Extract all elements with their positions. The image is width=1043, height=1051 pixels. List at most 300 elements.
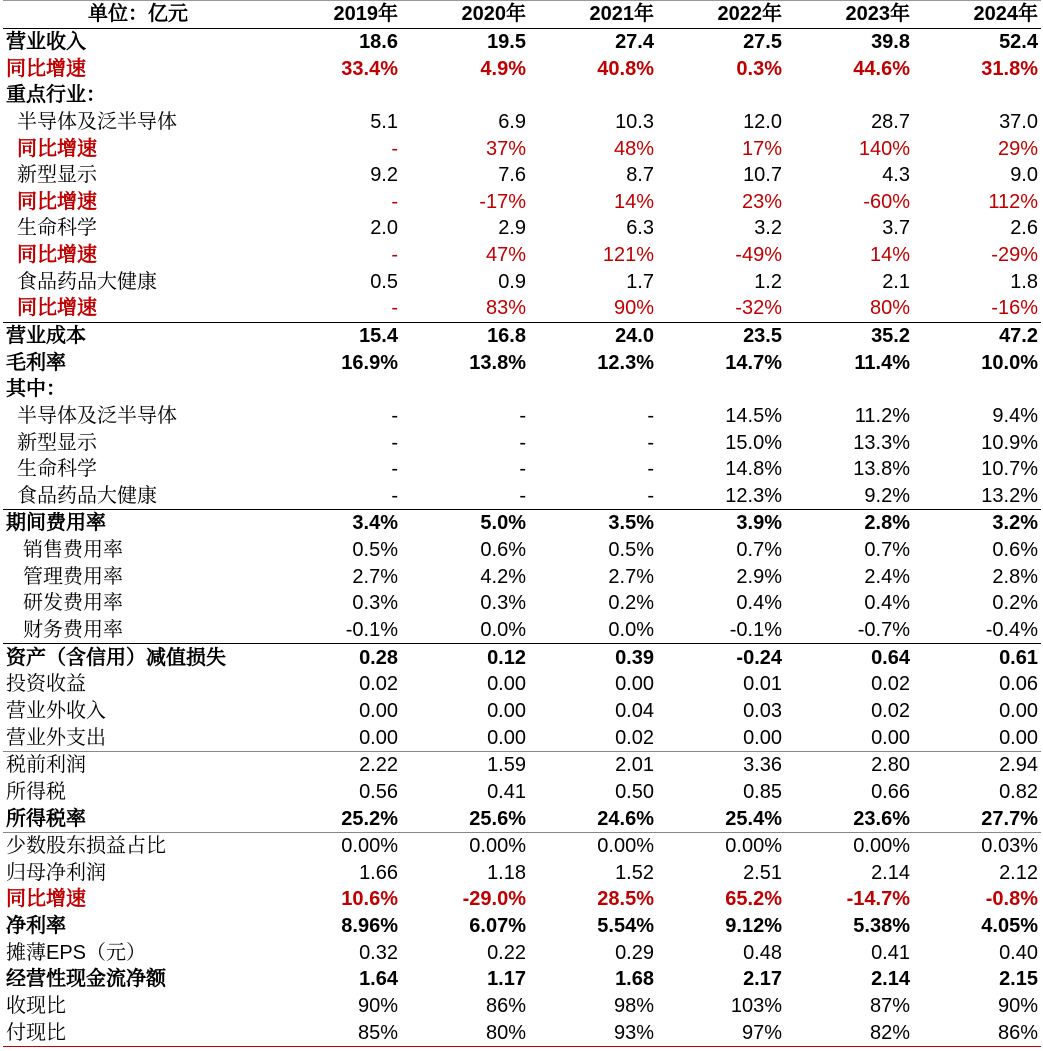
unit-label: 单位：亿元 bbox=[3, 1, 273, 29]
table-cell: 11.2% bbox=[854, 404, 910, 427]
row-label: 营业外收入 bbox=[6, 699, 106, 722]
table-cell: 80% bbox=[869, 297, 910, 320]
table-cell: 0.5% bbox=[608, 539, 654, 562]
table-cell: 2.51 bbox=[743, 861, 782, 884]
table-cell: 0.2% bbox=[608, 592, 654, 615]
table-cell: 0.00 bbox=[359, 726, 398, 749]
row-label: 同比增速 bbox=[6, 888, 86, 911]
table-cell: - bbox=[647, 458, 654, 481]
row-label: 财务费用率 bbox=[23, 619, 123, 642]
table-cell: 4.3 bbox=[882, 164, 910, 187]
financial-table bbox=[3, 0, 1041, 1047]
table-cell: 9.2 bbox=[370, 164, 398, 187]
table-cell: -16% bbox=[991, 297, 1038, 320]
table-row bbox=[3, 215, 1041, 242]
table-cell bbox=[913, 376, 1041, 403]
table-cell: 2.14 bbox=[871, 861, 910, 884]
table-cell: 0.85 bbox=[743, 780, 782, 803]
table-cell: -0.4% bbox=[985, 619, 1038, 642]
table-cell: -29.0% bbox=[462, 888, 526, 911]
table-cell: 0.00 bbox=[487, 699, 526, 722]
table-cell: 25.6% bbox=[469, 807, 526, 830]
table-cell: 65.2% bbox=[725, 888, 782, 911]
table-row bbox=[3, 109, 1041, 136]
table-row bbox=[3, 832, 1041, 859]
table-cell: 37% bbox=[485, 137, 526, 160]
table-cell: 39.8 bbox=[871, 30, 910, 53]
table-cell: 3.7 bbox=[882, 217, 910, 240]
table-cell: 6.9 bbox=[498, 110, 526, 133]
table-cell: 0.41 bbox=[487, 780, 526, 803]
table-cell: -14.7% bbox=[846, 888, 910, 911]
table-cell: 0.4% bbox=[864, 592, 910, 615]
row-label: 税前利润 bbox=[3, 751, 273, 778]
table-cell: -0.24 bbox=[657, 644, 785, 671]
year-header: 2023年 bbox=[785, 1, 913, 29]
table-cell: 1.66 bbox=[359, 861, 398, 884]
table-cell: 0.7% bbox=[736, 539, 782, 562]
table-cell: 5.0% bbox=[401, 510, 529, 537]
table-row bbox=[3, 295, 1041, 322]
row-label: 半导体及泛半导体 bbox=[17, 404, 177, 427]
table-cell: 0.0% bbox=[480, 619, 526, 642]
year-header: 2021年 bbox=[529, 1, 657, 29]
table-row bbox=[3, 563, 1041, 590]
table-cell bbox=[657, 376, 785, 403]
row-label: 营业成本 bbox=[3, 322, 273, 349]
table-cell: 0.39 bbox=[529, 644, 657, 671]
table-cell: 80% bbox=[401, 1019, 529, 1046]
table-cell: 8.7 bbox=[626, 164, 654, 187]
row-label: 摊薄EPS（元） bbox=[6, 941, 147, 964]
table-cell: 2.6 bbox=[1010, 217, 1038, 240]
table-cell: 0.00 bbox=[999, 699, 1038, 722]
table-cell: 5.54% bbox=[597, 915, 654, 938]
table-row bbox=[3, 376, 1041, 403]
table-cell: 2.9 bbox=[498, 217, 526, 240]
table-cell: 0.00 bbox=[615, 673, 654, 696]
table-cell: 0.9 bbox=[498, 270, 526, 293]
row-label: 同比增速 bbox=[17, 137, 97, 160]
table-cell: 1.68 bbox=[615, 968, 654, 991]
table-row bbox=[3, 860, 1041, 887]
table-cell: 9.12% bbox=[725, 915, 782, 938]
table-cell bbox=[529, 82, 657, 109]
table-row bbox=[3, 939, 1041, 966]
table-cell: 33.4% bbox=[341, 57, 398, 80]
table-cell: 2.12 bbox=[999, 861, 1038, 884]
table-row bbox=[3, 590, 1041, 617]
table-cell: - bbox=[391, 458, 398, 481]
table-row bbox=[3, 28, 1041, 55]
table-cell: 1.7 bbox=[626, 270, 654, 293]
table-cell: 0.02 bbox=[615, 726, 654, 749]
table-cell: 0.50 bbox=[615, 780, 654, 803]
row-label: 新型显示 bbox=[17, 164, 97, 187]
row-label: 生命科学 bbox=[17, 217, 97, 240]
table-cell: 9.0 bbox=[1010, 164, 1038, 187]
year-header: 2020年 bbox=[401, 1, 529, 29]
table-header-row bbox=[3, 1, 1041, 29]
table-cell: 12.3% bbox=[597, 351, 654, 374]
table-cell: 23.6% bbox=[853, 807, 910, 830]
table-cell: -0.1% bbox=[345, 619, 398, 642]
table-cell: 90% bbox=[613, 297, 654, 320]
row-label: 销售费用率 bbox=[23, 539, 123, 562]
table-cell: - bbox=[647, 484, 654, 507]
table-cell: 93% bbox=[529, 1019, 657, 1046]
table-row bbox=[3, 805, 1041, 832]
table-cell: 6.3 bbox=[626, 217, 654, 240]
table-cell: 7.6 bbox=[498, 164, 526, 187]
table-cell: 2.4% bbox=[864, 565, 910, 588]
table-cell: 37.0 bbox=[999, 110, 1038, 133]
table-cell: -29% bbox=[991, 244, 1038, 267]
row-label: 生命科学 bbox=[17, 458, 97, 481]
table-cell: 12.0 bbox=[743, 110, 782, 133]
table-cell: 0.6% bbox=[480, 539, 526, 562]
row-label: 收现比 bbox=[6, 995, 66, 1018]
table-row bbox=[3, 55, 1041, 82]
table-cell: 0.01 bbox=[743, 673, 782, 696]
table-cell bbox=[401, 82, 529, 109]
table-cell: 0.6% bbox=[992, 539, 1038, 562]
table-cell: 2.80 bbox=[785, 751, 913, 778]
table-cell bbox=[785, 376, 913, 403]
table-cell: 0.02 bbox=[871, 673, 910, 696]
table-cell: 24.6% bbox=[597, 807, 654, 830]
row-label: 半导体及泛半导体 bbox=[17, 110, 177, 133]
table-cell: 1.59 bbox=[401, 751, 529, 778]
table-cell: 27.7% bbox=[981, 807, 1038, 830]
table-cell: 85% bbox=[273, 1019, 401, 1046]
table-row bbox=[3, 135, 1041, 162]
table-cell: 140% bbox=[858, 137, 910, 160]
table-cell: 0.03 bbox=[743, 699, 782, 722]
table-cell: 14% bbox=[613, 190, 654, 213]
table-cell: 0.56 bbox=[359, 780, 398, 803]
table-cell bbox=[785, 82, 913, 109]
table-cell: 2.1 bbox=[882, 270, 910, 293]
table-cell: 0.29 bbox=[615, 941, 654, 964]
row-label: 经营性现金流净额 bbox=[6, 968, 166, 991]
row-label: 同比增速 bbox=[17, 190, 97, 213]
table-cell: - bbox=[391, 244, 398, 267]
row-label: 所得税率 bbox=[6, 807, 86, 830]
table-cell: 0.82 bbox=[999, 780, 1038, 803]
table-cell: 83% bbox=[485, 297, 526, 320]
table-cell: 0.00 bbox=[871, 726, 910, 749]
table-cell: 87% bbox=[869, 995, 910, 1018]
table-cell bbox=[657, 82, 785, 109]
table-cell: 28.7 bbox=[871, 110, 910, 133]
table-row bbox=[3, 242, 1041, 269]
table-cell: 2.8% bbox=[785, 510, 913, 537]
row-label: 所得税 bbox=[6, 780, 66, 803]
table-cell: 0.61 bbox=[913, 644, 1041, 671]
table-cell bbox=[529, 376, 657, 403]
table-cell: 13.2% bbox=[981, 484, 1038, 507]
row-label: 食品药品大健康 bbox=[17, 270, 157, 293]
table-cell: 90% bbox=[997, 995, 1038, 1018]
table-cell: 86% bbox=[913, 1019, 1041, 1046]
table-row bbox=[3, 82, 1041, 109]
table-cell: 15.0% bbox=[725, 431, 782, 454]
row-label: 研发费用率 bbox=[23, 592, 123, 615]
table-cell: - bbox=[391, 190, 398, 213]
table-cell: 47% bbox=[485, 244, 526, 267]
table-row bbox=[3, 268, 1041, 295]
table-cell: 1.8 bbox=[1010, 270, 1038, 293]
table-cell: - bbox=[647, 404, 654, 427]
table-cell: 0.3% bbox=[352, 592, 398, 615]
table-row bbox=[3, 886, 1041, 913]
table-cell: 3.2 bbox=[754, 217, 782, 240]
table-cell: 14.7% bbox=[725, 351, 782, 374]
table-cell: 10.3 bbox=[615, 110, 654, 133]
table-cell: 2.22 bbox=[273, 751, 401, 778]
table-cell: - bbox=[391, 484, 398, 507]
table-cell: 0.00 bbox=[487, 673, 526, 696]
table-cell: -49% bbox=[735, 244, 782, 267]
table-cell: 9.2% bbox=[864, 484, 910, 507]
table-cell: 0.02 bbox=[871, 699, 910, 722]
table-row bbox=[3, 671, 1041, 698]
table-cell: 3.36 bbox=[657, 751, 785, 778]
table-cell: 1.64 bbox=[359, 968, 398, 991]
table-row bbox=[3, 966, 1041, 993]
table-cell: 0.2% bbox=[992, 592, 1038, 615]
table-cell: -0.8% bbox=[985, 888, 1038, 911]
section-label: 重点行业： bbox=[6, 84, 106, 107]
row-label: 投资收益 bbox=[6, 673, 86, 696]
table-cell: 2.0 bbox=[370, 217, 398, 240]
row-label: 少数股东损益占比 bbox=[3, 832, 273, 859]
table-row bbox=[3, 698, 1041, 725]
table-cell: 27.4 bbox=[615, 30, 654, 53]
row-label: 管理费用率 bbox=[23, 565, 123, 588]
table-cell: 0.64 bbox=[785, 644, 913, 671]
table-cell: 1.18 bbox=[487, 861, 526, 884]
table-cell: 24.0 bbox=[529, 322, 657, 349]
row-label: 净利率 bbox=[6, 915, 66, 938]
table-cell: 16.9% bbox=[341, 351, 398, 374]
table-row bbox=[3, 913, 1041, 940]
table-row bbox=[3, 322, 1041, 349]
table-cell: 25.2% bbox=[341, 807, 398, 830]
table-cell: 28.5% bbox=[597, 888, 654, 911]
row-label: 毛利率 bbox=[6, 351, 66, 374]
table-cell: 18.6 bbox=[359, 30, 398, 53]
table-row bbox=[3, 188, 1041, 215]
table-row bbox=[3, 617, 1041, 644]
table-cell: 97% bbox=[657, 1019, 785, 1046]
table-cell: 52.4 bbox=[999, 30, 1038, 53]
table-cell: 6.07% bbox=[469, 915, 526, 938]
table-cell: 0.5 bbox=[370, 270, 398, 293]
table-cell: - bbox=[391, 431, 398, 454]
table-cell: 4.2% bbox=[480, 565, 526, 588]
table-row bbox=[3, 456, 1041, 483]
row-label: 归母净利润 bbox=[6, 861, 106, 884]
row-label: 资产（含信用）减值损失 bbox=[3, 644, 273, 671]
table-cell: 10.0% bbox=[981, 351, 1038, 374]
table-row bbox=[3, 779, 1041, 806]
table-row bbox=[3, 644, 1041, 671]
table-cell: 0.5% bbox=[352, 539, 398, 562]
year-header: 2019年 bbox=[273, 1, 401, 29]
table-cell: 112% bbox=[988, 190, 1038, 213]
table-cell: 3.9% bbox=[657, 510, 785, 537]
table-cell: 14.5% bbox=[725, 404, 782, 427]
table-cell: 0.00% bbox=[273, 832, 401, 859]
table-row bbox=[3, 724, 1041, 751]
table-cell: 8.96% bbox=[341, 915, 398, 938]
table-cell: 2.7% bbox=[352, 565, 398, 588]
table-cell: 2.8% bbox=[992, 565, 1038, 588]
table-cell: - bbox=[391, 404, 398, 427]
table-cell: 0.00 bbox=[487, 726, 526, 749]
table-cell: 4.05% bbox=[981, 915, 1038, 938]
table-cell: 2.14 bbox=[871, 968, 910, 991]
table-cell: 5.38% bbox=[853, 915, 910, 938]
table-cell: 19.5 bbox=[487, 30, 526, 53]
table-cell: 82% bbox=[785, 1019, 913, 1046]
table-cell: -17% bbox=[479, 190, 526, 213]
table-cell: 5.1 bbox=[370, 110, 398, 133]
table-cell: - bbox=[647, 431, 654, 454]
table-cell: 14% bbox=[869, 244, 910, 267]
table-cell: 13.3% bbox=[853, 431, 910, 454]
table-cell: 90% bbox=[357, 995, 398, 1018]
table-cell: 12.3% bbox=[725, 484, 782, 507]
row-label: 营业收入 bbox=[6, 30, 86, 53]
table-cell: 11.4% bbox=[854, 351, 910, 374]
table-row bbox=[3, 993, 1041, 1020]
year-header: 2022年 bbox=[657, 1, 785, 29]
table-cell: 0.00% bbox=[529, 832, 657, 859]
table-cell: 1.52 bbox=[615, 861, 654, 884]
table-cell: 2.9% bbox=[736, 565, 782, 588]
table-row bbox=[3, 162, 1041, 189]
table-cell: 10.7 bbox=[743, 164, 782, 187]
table-cell: 23.5 bbox=[657, 322, 785, 349]
table-cell: 86% bbox=[485, 995, 526, 1018]
table-cell: 10.6% bbox=[341, 888, 398, 911]
table-cell: 0.00% bbox=[401, 832, 529, 859]
table-row bbox=[3, 403, 1041, 430]
row-label: 食品药品大健康 bbox=[17, 484, 157, 507]
table-cell: 0.66 bbox=[871, 780, 910, 803]
table-cell: 0.04 bbox=[615, 699, 654, 722]
table-cell: 0.00 bbox=[743, 726, 782, 749]
table-cell: 0.41 bbox=[871, 941, 910, 964]
table-cell: 98% bbox=[613, 995, 654, 1018]
table-cell: 44.6% bbox=[853, 57, 910, 80]
table-cell: - bbox=[519, 404, 526, 427]
table-cell: -0.7% bbox=[857, 619, 910, 642]
row-label: 同比增速 bbox=[17, 244, 97, 267]
table-cell: -0.1% bbox=[729, 619, 782, 642]
table-cell: 27.5 bbox=[743, 30, 782, 53]
table-cell: 2.01 bbox=[529, 751, 657, 778]
table-cell: 25.4% bbox=[725, 807, 782, 830]
table-cell: - bbox=[391, 297, 398, 320]
table-cell: 103% bbox=[730, 995, 782, 1018]
table-cell: 1.2 bbox=[754, 270, 782, 293]
table-cell: -32% bbox=[735, 297, 782, 320]
table-cell: 0.48 bbox=[743, 941, 782, 964]
table-cell: 9.4% bbox=[992, 404, 1038, 427]
table-cell: 13.8% bbox=[469, 351, 526, 374]
table-cell: 0.02 bbox=[359, 673, 398, 696]
table-cell: 0.22 bbox=[487, 941, 526, 964]
table-cell: 0.00% bbox=[785, 832, 913, 859]
table-cell: 0.32 bbox=[359, 941, 398, 964]
table-cell: 15.4 bbox=[273, 322, 401, 349]
table-cell: 23% bbox=[741, 190, 782, 213]
table-row bbox=[3, 751, 1041, 778]
table-cell: 0.28 bbox=[273, 644, 401, 671]
table-cell: 0.00 bbox=[359, 699, 398, 722]
table-cell: 3.2% bbox=[913, 510, 1041, 537]
table-cell: 35.2 bbox=[785, 322, 913, 349]
table-cell: 0.06 bbox=[999, 673, 1038, 696]
table-cell bbox=[273, 82, 401, 109]
table-cell: 0.3% bbox=[736, 57, 782, 80]
table-cell: 3.5% bbox=[529, 510, 657, 537]
table-cell: 29% bbox=[997, 137, 1038, 160]
table-cell: 2.94 bbox=[913, 751, 1041, 778]
table-cell: 0.12 bbox=[401, 644, 529, 671]
table-cell bbox=[273, 376, 401, 403]
table-cell: 14.8% bbox=[725, 458, 782, 481]
table-row bbox=[3, 349, 1041, 376]
table-cell: -60% bbox=[863, 190, 910, 213]
table-cell: 10.9% bbox=[981, 431, 1038, 454]
table-cell: 0.00 bbox=[999, 726, 1038, 749]
row-label: 同比增速 bbox=[17, 297, 97, 320]
table-cell: 10.7% bbox=[981, 458, 1038, 481]
table-cell: 0.03% bbox=[913, 832, 1041, 859]
table-row bbox=[3, 483, 1041, 510]
table-cell: 0.0% bbox=[608, 619, 654, 642]
table-cell: 2.15 bbox=[999, 968, 1038, 991]
table-row bbox=[3, 537, 1041, 564]
table-cell: 13.8% bbox=[853, 458, 910, 481]
table-cell: 0.4% bbox=[736, 592, 782, 615]
table-cell: 0.7% bbox=[864, 539, 910, 562]
table-cell: - bbox=[519, 458, 526, 481]
section-label: 其中： bbox=[6, 378, 66, 401]
table-cell: 0.3% bbox=[480, 592, 526, 615]
table-cell: 0.00% bbox=[657, 832, 785, 859]
year-header: 2024年 bbox=[913, 1, 1041, 29]
row-label: 新型显示 bbox=[17, 431, 97, 454]
table-cell: 4.9% bbox=[480, 57, 526, 80]
table-cell bbox=[913, 82, 1041, 109]
table-cell: 16.8 bbox=[401, 322, 529, 349]
table-cell: 2.7% bbox=[608, 565, 654, 588]
row-label: 期间费用率 bbox=[3, 510, 273, 537]
table-row bbox=[3, 1019, 1041, 1046]
table-cell: 3.4% bbox=[273, 510, 401, 537]
table-cell: 40.8% bbox=[597, 57, 654, 80]
table-row bbox=[3, 510, 1041, 537]
table-cell: - bbox=[391, 137, 398, 160]
table-cell bbox=[401, 376, 529, 403]
row-label: 营业外支出 bbox=[6, 726, 106, 749]
